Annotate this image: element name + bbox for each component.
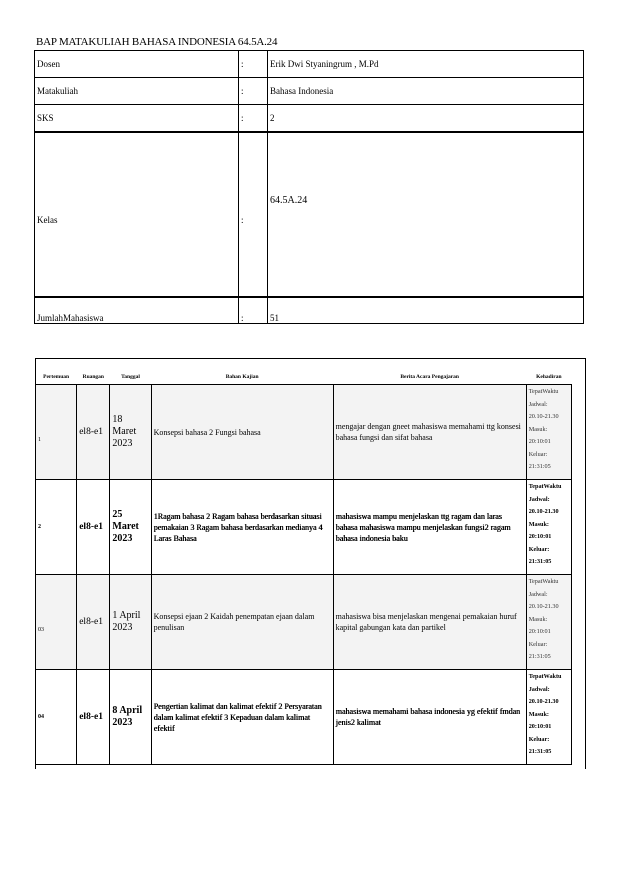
subject: Pengertian kalimat dan kalimat efektif 2 Persyaratan dalam kalimat efektif 3 Kepaduan dalam kalimat efektif	[151, 670, 333, 765]
teaching-report: mengajar dengan gneet mahasiswa memahami ttg konsesi bahasa fungsi dan sifat bahasa	[333, 385, 526, 480]
attendance-out: 21:31:05	[528, 653, 551, 660]
attendance-status: TepatWaktu	[528, 483, 562, 490]
attendance-out: 21:31:05	[528, 558, 552, 565]
attendance	[526, 575, 571, 670]
teaching-report: mahasiswa memahami bahasa indonesia yg efektif fmdan jenis2 kalimat	[333, 670, 526, 765]
attendance	[526, 385, 571, 480]
info-label: Matakuliah	[35, 78, 239, 105]
info-label: Dosen	[35, 51, 239, 78]
attendance-in: 20:10:01	[528, 628, 551, 635]
table-row	[36, 480, 572, 575]
info-row-kelas	[35, 132, 584, 297]
schedule-table	[35, 370, 572, 765]
info-label: Kelas	[35, 132, 239, 297]
teaching-report: mahasiswa mampu menjelaskan ttg ragam dan laras bahasa mahasiswa mampu menjelaskan fungsi2 ragam bahasa indonesia baku	[333, 480, 526, 575]
attendance-status: TepatWaktu	[528, 673, 562, 680]
attendance-in: 20:10:01	[528, 723, 552, 730]
info-separator: :	[239, 51, 268, 78]
meeting-number: 04	[36, 670, 77, 765]
header-ruangan: Ruangan	[82, 374, 104, 380]
header-pertemuan: Pertemuan	[43, 374, 70, 380]
room: el8-e1	[77, 385, 110, 480]
attendance	[526, 670, 571, 765]
schedule-header-row	[36, 370, 572, 385]
info-row-jumlah-mahasiswa	[35, 297, 584, 324]
table-row	[36, 575, 572, 670]
info-value: 64.5A.24	[268, 132, 584, 297]
attendance-out-label: Keluar:	[528, 640, 548, 648]
attendance-schedule-label: Jadwal:	[528, 685, 550, 693]
info-row-matakuliah	[35, 78, 584, 105]
table-row	[36, 670, 572, 765]
attendance-schedule-label: Jadwal:	[528, 400, 548, 408]
meeting-number: 2	[36, 480, 77, 575]
info-separator: :	[239, 297, 268, 324]
attendance-out-label: Keluar:	[528, 545, 550, 553]
attendance-out-label: Keluar:	[528, 450, 548, 458]
teaching-report: mahasiswa bisa menjelaskan mengenai pemakaian huruf kapital gabungan kata dan partikel	[333, 575, 526, 670]
date: 18 Maret 2023	[110, 385, 151, 480]
info-row-dosen	[35, 51, 584, 78]
room: el8-e1	[77, 575, 110, 670]
attendance-schedule-label: Jadwal:	[528, 590, 548, 598]
attendance-schedule-label: Jadwal:	[528, 495, 550, 503]
attendance-in-label: Masuk:	[528, 615, 548, 623]
attendance	[526, 480, 571, 575]
attendance-schedule: 20.10-21.30	[528, 508, 559, 515]
attendance-in: 20:10:01	[528, 533, 552, 540]
meeting-number: 1	[36, 385, 77, 480]
info-value: Bahasa Indonesia	[268, 78, 584, 105]
attendance-in-label: Masuk:	[528, 425, 548, 433]
attendance-schedule: 20.10-21.30	[528, 603, 559, 610]
course-info-table	[34, 50, 584, 324]
info-label: JumlahMahasiswa	[35, 297, 239, 324]
info-separator: :	[239, 78, 268, 105]
subject: Konsepsi bahasa 2 Fungsi bahasa	[151, 385, 333, 480]
attendance-in-label: Masuk:	[528, 520, 549, 528]
meeting-number: 03	[36, 575, 77, 670]
table-row	[36, 385, 572, 480]
room: el8-e1	[77, 480, 110, 575]
header-tanggal: Tanggal	[121, 374, 140, 380]
info-label: SKS	[35, 105, 239, 132]
info-value: 2	[268, 105, 584, 132]
date: 8 April 2023	[110, 670, 151, 765]
header-bahan-kajian: Bahan Kajian	[225, 374, 259, 380]
room: el8-e1	[77, 670, 110, 765]
header-berita-acara: Berita Acara Pengajaran	[400, 374, 459, 380]
info-value: Erik Dwi Styaningrum , M.Pd	[268, 51, 584, 78]
attendance-in-label: Masuk:	[528, 710, 549, 718]
info-value: 51	[268, 297, 584, 324]
info-separator: :	[239, 132, 268, 297]
attendance-schedule: 20.10-21.30	[528, 698, 559, 705]
attendance-out-label: Keluar:	[528, 735, 550, 743]
attendance-out: 21:31:05	[528, 463, 551, 470]
header-kehadiran: Kehadiran	[536, 374, 562, 380]
subject: Konsepsi ejaan 2 Kaidah penempatan ejaan dalam penulisan	[151, 575, 333, 670]
date: 25 Maret 2023	[110, 480, 151, 575]
attendance-schedule: 20.10-21.30	[528, 413, 559, 420]
subject: 1Ragam bahasa 2 Ragam bahasa berdasarkan situasi pemakaian 3 Ragam bahasa berdasarkan medianya 4 Laras Bahasa	[151, 480, 333, 575]
attendance-out: 21:31:05	[528, 748, 552, 755]
attendance-in: 20:10:01	[528, 438, 551, 445]
attendance-status: TepatWaktu	[528, 388, 559, 395]
document-title: BAP MATAKULIAH BAHASA INDONESIA 64.5A.24	[36, 36, 278, 48]
info-row-sks	[35, 105, 584, 132]
info-separator: :	[239, 105, 268, 132]
attendance-status: TepatWaktu	[528, 578, 559, 585]
date: 1 April 2023	[110, 575, 151, 670]
